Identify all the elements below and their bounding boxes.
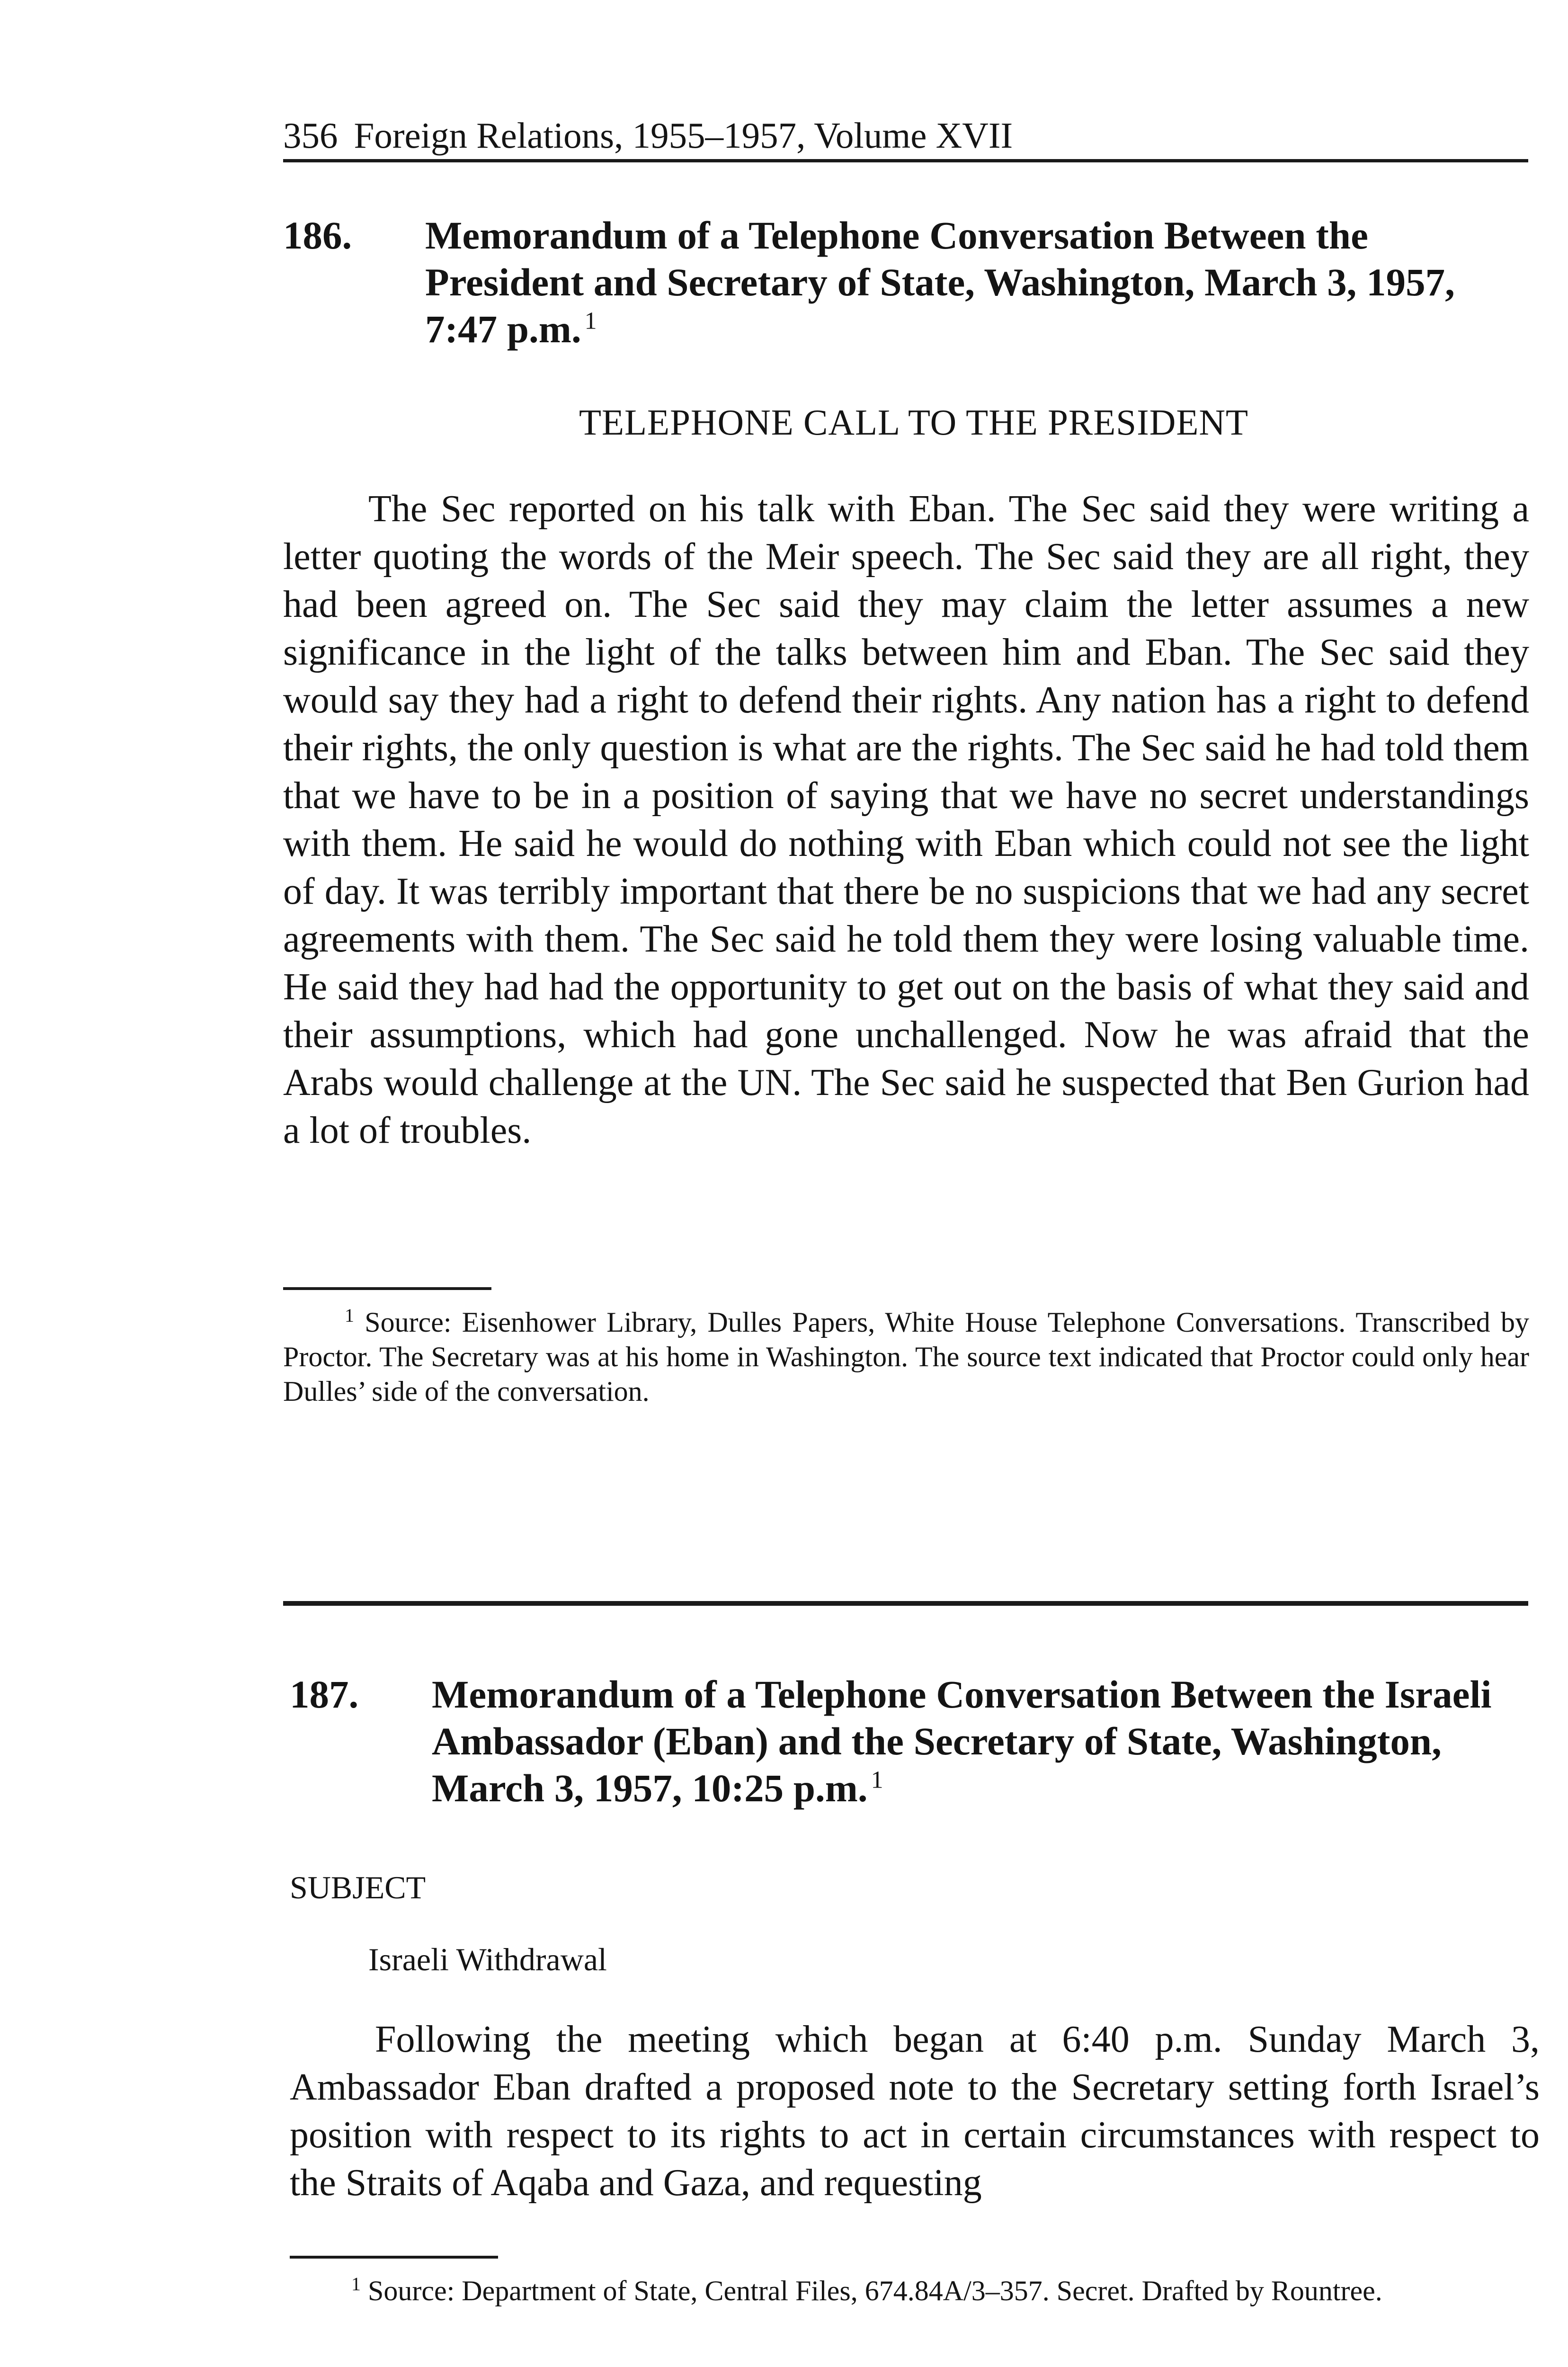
doc-186-body: The Sec reported on his talk with Eban. The Sec said they were writing a letter quoting the words of the Meir speech. The Sec said they are all right, they had been agreed on. The Sec said they may claim the letter assumes a new significance in the light of the talks between him and Eban. The Sec said they would say they had a right to defend their rights. Any nation has a right to defend their rights, the only question is what are the rights. The Sec said he had told them that we have to be in a position of saying that we have no secret understandings with them. He said he would do nothing with Eban which could not see the light of day. It was terribly important that there be no suspicions that we had any secret agreements with them. The Sec said he told them they were losing valuable time. He said they had had the opportunity to get out on the basis of what they said and their assumptions, which had gone unchallenged. Now he was afraid that the Arabs would challenge at the UN. The Sec said he suspected that Ben Gurion had a lot of troubles. <box>283 488 1529 1151</box>
doc-186-number: 186. <box>283 214 352 257</box>
doc-187-footnote: $^1$ Source: Department of State, Central Files, 674.84A/3–357. Secret. Drafted by Rountree. <box>351 2273 1382 2306</box>
subject-label: SUBJECT <box>290 1869 426 1905</box>
doc-186-footnote: $^1$ Source: Eisenhower Library, Dulles Papers, White House Telephone Conversations. Transcribed by Proctor. The Secretary was at his home in Washington. The source text indicated that Proctor could only hear Dulles’ side of the conversation. <box>283 1305 1529 1407</box>
page-number: 356 <box>283 115 338 156</box>
doc-186-footnote-ref: 1 <box>584 307 597 335</box>
doc-187-footnote-ref: 1 <box>871 1766 883 1794</box>
subject-value: Israeli Withdrawal <box>368 1941 607 1977</box>
section-divider <box>283 1601 1528 1606</box>
doc-187-title: Memorandum of a Telephone Conversation Between the Israeli Ambassador (Eban) and the Secretary of State, Washington, March 3, 1957, 10:25 p.m. $^1$ <box>432 1673 1492 1810</box>
doc-186-heading <box>283 212 1528 353</box>
doc-187-number: 187. <box>290 1673 359 1716</box>
doc-187-heading <box>290 1671 1535 1812</box>
running-head <box>283 114 1528 162</box>
footnote-rule-186 <box>283 1287 491 1290</box>
doc-187-body: Following the meeting which began at 6:40 p.m. Sunday March 3, Ambassador Eban drafted a proposed note to the Secretary setting forth Israel’s position with respect to its rights to act in certain circumstances with respect to the Straits of Aqaba and Gaza, and requesting <box>290 2019 1540 2204</box>
footnote-rule-187 <box>290 2256 498 2259</box>
call-label: TELEPHONE CALL TO THE PRESIDENT <box>579 402 1249 443</box>
volume-title: Foreign Relations, 1955–1957, Volume XVII <box>354 115 1013 156</box>
doc-186-title: Memorandum of a Telephone Conversation Between the President and Secretary of State, Washington, March 3, 1957, 7:47 p.m. $^1$ <box>425 214 1455 351</box>
